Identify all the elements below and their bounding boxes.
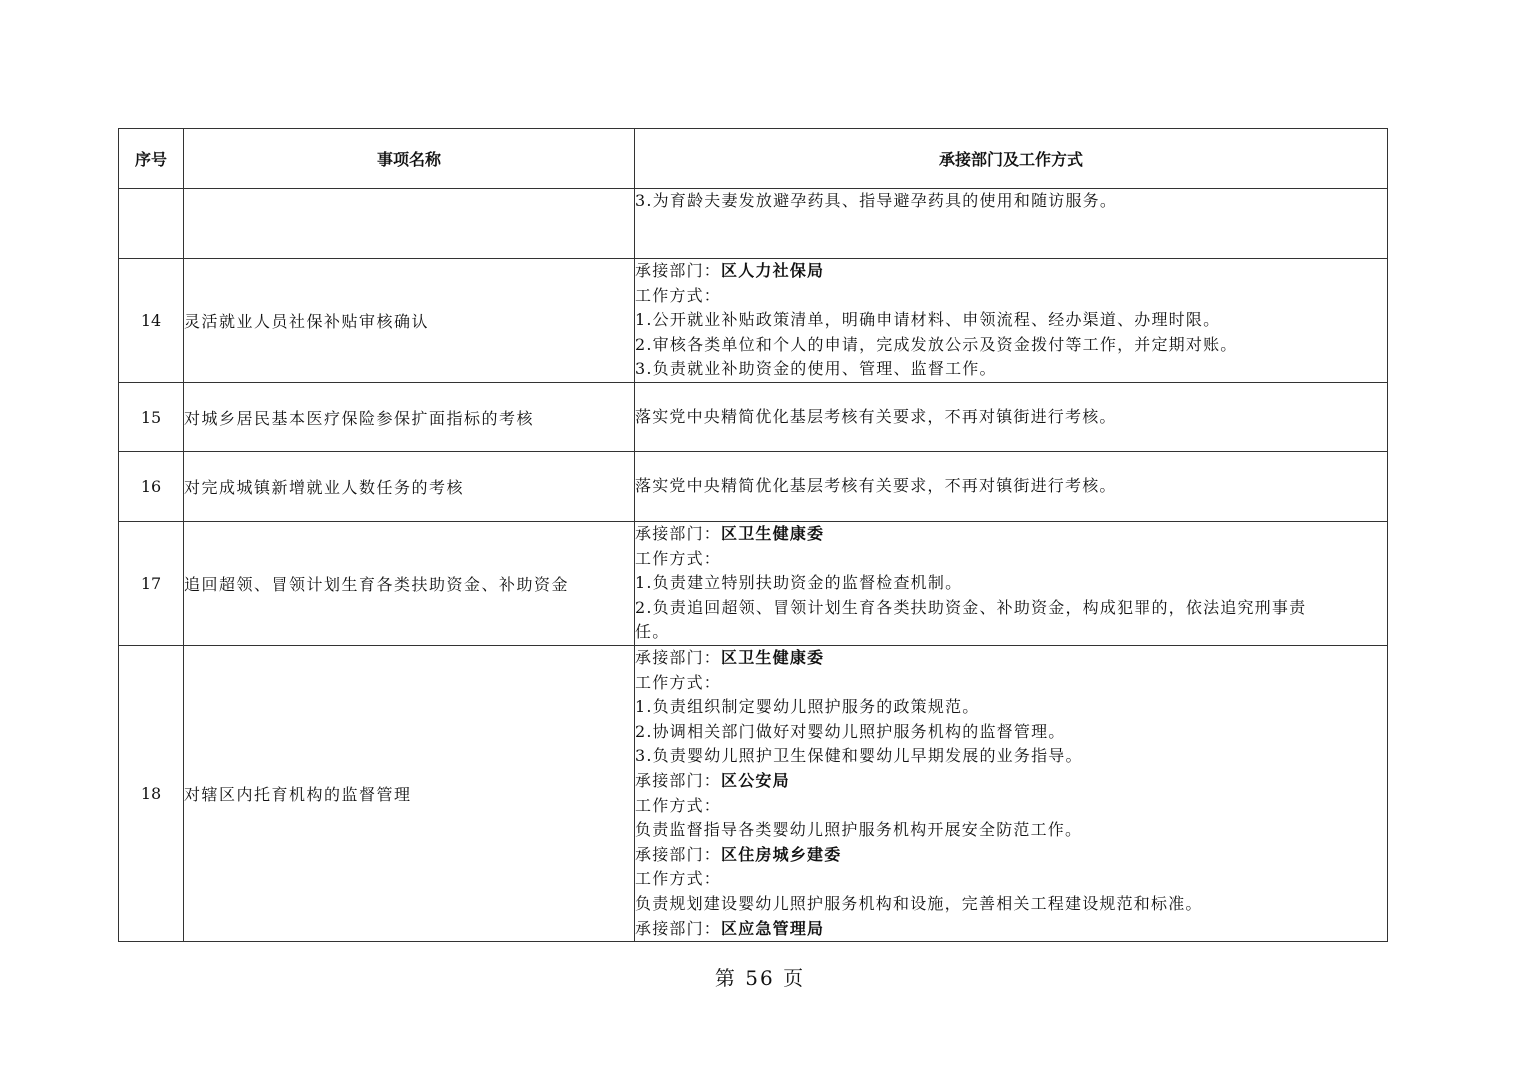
table-header-row: [119, 129, 1388, 189]
dept-name: 区卫生健康委: [721, 524, 825, 543]
dept-line: [635, 843, 1387, 868]
detail-line: 2.审核各类单位和个人的申请，完成发放公示及资金拨付等工作，并定期对账。: [635, 334, 1238, 354]
row-seq: [119, 189, 184, 259]
dept-line: [635, 522, 1387, 547]
page-number: 第 56 页: [714, 966, 806, 990]
dept-line: [635, 646, 1387, 671]
detail-line: 1.负责建立特别扶助资金的监督检查机制。: [635, 573, 963, 593]
dept-label: 承接部门：: [635, 844, 722, 864]
table-row: [119, 452, 1388, 522]
row-item-name: 对辖区内托育机构的监督管理: [184, 645, 635, 941]
dept-name: 区人力社保局: [721, 261, 825, 280]
dept-label: 承接部门：: [635, 524, 722, 543]
dept-line: [635, 917, 1387, 942]
detail-line: 1.公开就业补贴政策清单，明确申请材料、申领流程、经办渠道、办理时限。: [635, 310, 1221, 330]
row-dept-method: [635, 259, 1388, 383]
row-item-name: 对完成城镇新增就业人数任务的考核: [184, 452, 635, 522]
detail-line: 3.负责婴幼儿照护卫生保健和婴幼儿早期发展的业务指导。: [635, 746, 1083, 766]
detail-line: 工作方式：: [635, 869, 722, 889]
detail-line: 工作方式：: [635, 672, 722, 692]
detail-line: 负责监督指导各类婴幼儿照护服务机构开展安全防范工作。: [635, 820, 1083, 840]
table-row: [119, 645, 1388, 941]
row-dept-method: [635, 452, 1388, 522]
table-row: [119, 522, 1388, 646]
detail-line: 2.负责追回超领、冒领计划生育各类扶助资金、补助资金，构成犯罪的，依法追究刑事责: [635, 597, 1307, 617]
detail-line: 工作方式：: [635, 285, 722, 305]
row-dept-method: [635, 522, 1388, 646]
detail-line: 3.为育龄夫妻发放避孕药具、指导避孕药具的使用和随访服务。: [635, 191, 1118, 210]
row-seq: 18: [119, 645, 184, 941]
dept-label: 承接部门：: [635, 261, 722, 280]
table-row: [119, 383, 1388, 452]
detail-line: 工作方式：: [635, 795, 722, 815]
row-item-name: 灵活就业人员社保补贴审核确认: [184, 259, 635, 383]
table-row: [119, 259, 1388, 383]
detail-line: 落实党中央精简优化基层考核有关要求，不再对镇街进行考核。: [635, 476, 1117, 496]
table-row: [119, 189, 1388, 259]
header-seq: 序号: [119, 129, 184, 189]
dept-name: 区卫生健康委: [721, 647, 825, 667]
detail-line: 负责规划建设婴幼儿照护服务机构和设施，完善相关工程建设规范和标准。: [635, 893, 1203, 913]
row-dept-method: [635, 645, 1388, 941]
detail-line: 落实党中央精简优化基层考核有关要求，不再对镇街进行考核。: [635, 406, 1117, 426]
row-seq: 17: [119, 522, 184, 646]
items-table: [118, 128, 1388, 942]
row-item-name: 对城乡居民基本医疗保险参保扩面指标的考核: [184, 383, 635, 452]
dept-label: 承接部门：: [635, 918, 722, 938]
header-dept-method: 承接部门及工作方式: [635, 129, 1388, 189]
dept-line: [635, 769, 1387, 794]
dept-label: 承接部门：: [635, 770, 722, 790]
row-dept-method: [635, 383, 1388, 452]
dept-name: 区住房城乡建委: [721, 844, 842, 864]
header-item-name: 事项名称: [184, 129, 635, 189]
dept-line: [635, 259, 1387, 284]
row-dept-method: [635, 189, 1388, 259]
detail-line: 1.负责组织制定婴幼儿照护服务的政策规范。: [635, 697, 980, 717]
detail-line: 任。: [635, 622, 670, 642]
row-seq: 14: [119, 259, 184, 383]
detail-line: 3.负责就业补助资金的使用、管理、监督工作。: [635, 359, 997, 379]
detail-line: 2.协调相关部门做好对婴幼儿照护服务机构的监督管理。: [635, 721, 1066, 741]
dept-label: 承接部门：: [635, 647, 722, 667]
detail-line: 工作方式：: [635, 548, 722, 568]
dept-name: 区公安局: [721, 770, 790, 790]
row-item-name: [184, 189, 635, 259]
row-item-name: 追回超领、冒领计划生育各类扶助资金、补助资金: [184, 522, 635, 646]
dept-name: 区应急管理局: [721, 918, 825, 938]
row-seq: 16: [119, 452, 184, 522]
row-seq: 15: [119, 383, 184, 452]
